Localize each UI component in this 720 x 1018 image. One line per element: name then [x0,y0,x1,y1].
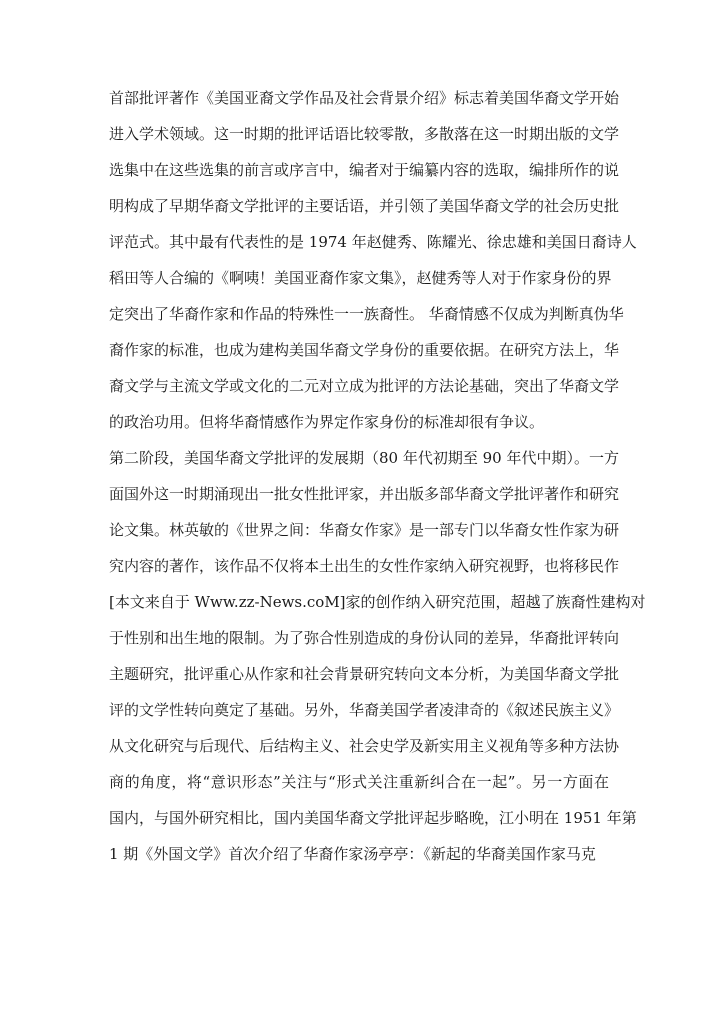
text-line: 选集中在这些选集的前言或序言中，编者对于编纂内容的选取，编排所作的说 [109,161,620,179]
paragraph-1 [109,80,637,440]
text-line: 商的角度，将“意识形态”关注与“形式关注重新纠合在一起”。另一方面在 [109,773,609,791]
text-line: 进入学术领域。这一时期的批评话语比较零散，多散落在这一时期出版的文学 [109,125,620,143]
text-line: 评范式。其中最有代表性的是 1974 年赵健秀、陈耀光、徐忠雄和美国日裔诗人 [109,233,637,251]
text-line: 主题研究，批评重心从作家和社会背景研究转向文本分析，为美国华裔文学批 [109,665,620,683]
text-line: 的政治功用。但将华裔情感作为界定作家身份的标准却很有争议。 [109,413,545,431]
text-line: 裔文学与主流文学或文化的二元对立成为批评的方法论基础，突出了华裔文学 [109,377,620,395]
text-line: 论文集。林英敏的《世界之间：华裔女作家》是一部专门以华裔女性作家为研 [109,521,620,539]
text-line: 究内容的著作，该作品不仅将本土出生的女性作家纳入研究视野，也将移民作 [109,557,620,575]
paragraph-2 [109,440,646,872]
text-line: 首部批评著作《美国亚裔文学作品及社会背景介绍》标志着美国华裔文学开始 [109,89,620,107]
text-line: 1 期《外国文学》首次介绍了华裔作家汤亭亭：《新起的华裔美国作家马克 [109,845,596,863]
text-line: 裔作家的标准，也成为建构美国华裔文学身份的重要依据。在研究方法上，华 [109,341,620,359]
text-line: 第二阶段，美国华裔文学批评的发展期（80 年代初期至 90 年代中期）。一方 [109,449,619,467]
text-line: 评的文学性转向奠定了基础。另外，华裔美国学者凌津奇的《叙述民族主义》 [109,701,620,719]
text-line: 明构成了早期华裔文学批评的主要话语，并引领了美国华裔文学的社会历史批 [109,197,620,215]
text-line: 国内，与国外研究相比，国内美国华裔文学批评起步略晚，江小明在 1951 年第 [109,809,637,827]
text-line: 于性别和出生地的限制。为了弥合性别造成的身份认同的差异，华裔批评转向 [109,629,620,647]
text-line: 定突出了华裔作家和作品的特殊性一一族裔性。 华裔情感不仅成为判断真伪华 [109,305,624,323]
text-line: 从文化研究与后现代、后结构主义、社会史学及新实用主义视角等多种方法协 [109,737,620,755]
text-line: [本文来自于 Www.zz-News.coM]家的创作纳入研究范围，超越了族裔性建构对 [109,593,646,611]
body-text [109,80,646,872]
text-line: 面国外这一时期涌现出一批女性批评家，并出版多部华裔文学批评著作和研究 [109,485,620,503]
text-line: 稻田等人合编的《啊咦！美国亚裔作家文集》，赵健秀等人对于作家身份的界 [109,269,612,287]
